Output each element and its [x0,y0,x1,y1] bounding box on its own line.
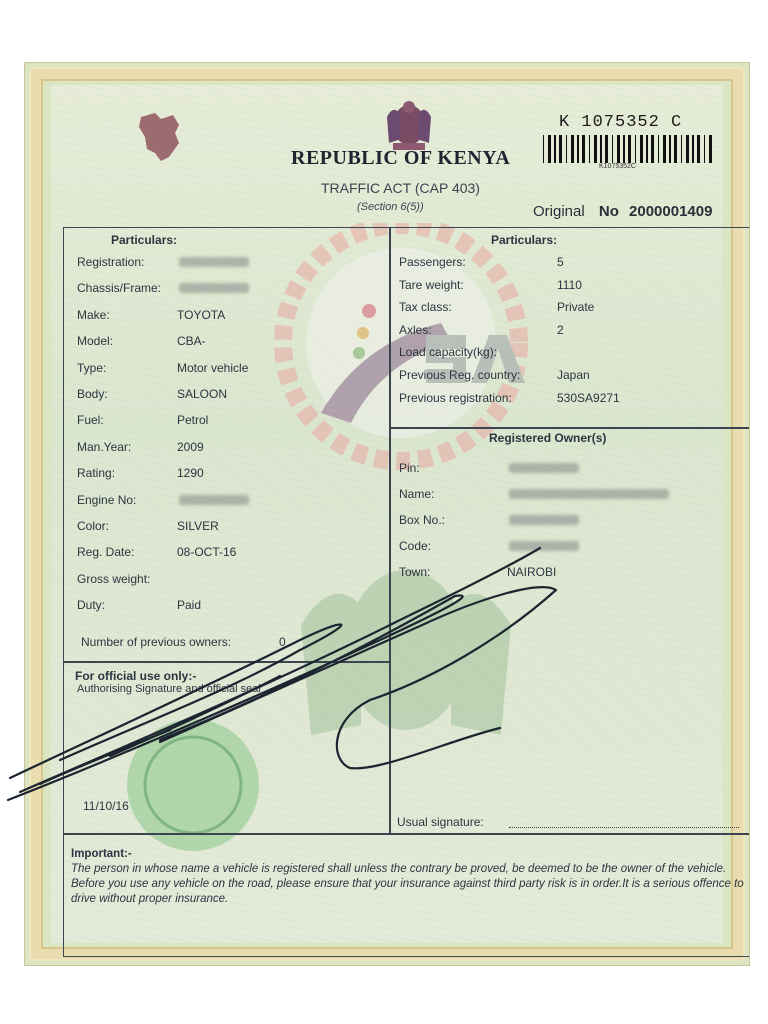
barcode-bar [686,135,689,163]
owner-field-label: Name: [399,487,435,501]
left-field-value: 2009 [177,439,204,454]
barcode-bar [628,135,631,163]
official-divider [63,661,391,663]
original-label: Original [533,203,585,220]
left-field-label: Reg. Date: [77,545,135,560]
left-field-value: Paid [177,598,202,613]
barcode-bar [594,135,597,163]
left-field-label: Duty: [77,598,106,613]
logbook-document [24,62,750,966]
right-field-label: Previous registration: [399,390,512,405]
owner-field-label: Town: [399,565,431,579]
important-notice [71,847,750,907]
column-divider [389,227,391,833]
original-number [533,203,712,220]
left-field-label: Fuel: [77,413,104,428]
right-field-label: Axles: [399,322,432,337]
barcode-bar [692,135,694,163]
barcode-bar [566,135,567,163]
redacted-value [509,541,579,551]
important-text: The person in whose name a vehicle is registered shall unless the contrary be proved, be deemed to be the owner of the vehicle. Before you use any vehicle on the road, please ensure that your insurance against third party risk is in order.It is a serious offence to drive without proper insurance. [71,863,744,905]
left-field-label: Gross weight: [77,571,151,586]
barcode-bar [543,135,544,163]
coat-of-arms-icon [379,95,439,153]
barcode-bar [646,135,648,163]
left-field-label: Chassis/Frame: [77,281,162,296]
right-field-value: 2 [557,322,564,337]
owner-divider [391,427,750,429]
left-field-value: Petrol [177,413,209,428]
section-label: (Section 6(5)) [357,201,424,213]
redacted-value [509,463,579,473]
kenya-map-icon [135,109,183,165]
left-field-value: CBA- [177,334,206,349]
left-field-label: Body: [77,387,108,401]
left-particulars-title: Particulars: [111,233,178,247]
redacted-value [179,495,249,505]
official-date: 11/10/16 [83,799,129,813]
owner-field-label: Pin: [399,461,420,475]
owner-field-label: Code: [399,539,432,553]
left-field-label: Model: [77,334,114,349]
country-title: REPUBLIC OF KENYA [291,147,511,169]
left-field-value: SILVER [177,519,219,533]
barcode-bar [681,135,682,163]
barcode-bar [704,135,705,163]
owner-field-label: Box No.: [399,513,446,527]
right-field-value: 1110 [557,277,582,292]
right-field-label: Load capacity(kg): [399,345,498,360]
left-field-label: Type: [77,360,107,375]
redacted-value [509,515,579,525]
barcode-bar [548,135,551,163]
right-field-label: Tare weight: [399,277,464,292]
left-field-value: SALOON [177,387,228,401]
document-body [51,85,744,943]
important-divider [63,833,750,835]
left-field-label: Engine No: [77,492,137,507]
usual-signature-line [509,827,739,828]
left-field-label: Registration: [77,255,145,269]
right-field-value: Japan [557,368,590,382]
barcode-bar [571,135,574,163]
barcode-bar [554,135,556,163]
previous-owners-label: Number of previous owners: [81,635,232,649]
barcode-bar [605,135,608,163]
official-title: For official use only:- [75,669,197,683]
right-field-value: 5 [557,255,564,269]
left-field-value: 1290 [177,466,204,481]
barcode-bar [640,135,643,163]
right-field-label: Previous Reg. country: [399,368,521,382]
right-field-value: 530SA9271 [557,390,620,405]
owner-title: Registered Owner(s) [489,431,607,445]
right-field-label: Passengers: [399,255,466,269]
official-line: Authorising Signature and official seal [77,683,261,695]
barcode-bar [600,135,602,163]
left-field-value: 08-OCT-16 [177,545,237,560]
redacted-value [179,283,249,293]
barcode-bar [582,135,585,163]
barcode-bar [559,135,562,163]
right-particulars-title: Particulars: [491,233,558,247]
redacted-value [179,257,249,267]
barcode-bar [635,135,636,163]
left-field-value: TOYOTA [177,307,226,322]
barcode-icon [543,135,713,163]
barcode-bar [674,135,677,163]
barcode-bar [577,135,579,163]
barcode-bar [669,135,671,163]
important-head: Important:- [71,848,132,860]
barcode-bar [589,135,590,163]
previous-owners-value: 0 [279,635,286,649]
barcode-bar [658,135,659,163]
act-title: TRAFFIC ACT (CAP 403) [321,180,480,196]
left-field-label: Man.Year: [77,439,132,454]
left-field-value: Motor vehicle [177,360,249,375]
barcode-bar [651,135,654,163]
no-value: 2000001409 [629,203,713,220]
serial-number: K 1075352 C [559,113,683,132]
barcode-bar [623,135,625,163]
left-field-label: Color: [77,519,110,533]
right-field-label: Tax class: [399,300,452,315]
no-label: No [598,203,619,220]
barcode-bar [612,135,613,163]
barcode-bar [709,135,712,163]
owner-field-value: NAIROBI [507,565,557,579]
right-field-value: Private [557,300,595,315]
left-field-label: Rating: [77,466,116,481]
usual-signature-label: Usual signature: [397,815,484,829]
barcode-bar [617,135,620,163]
left-field-label: Make: [77,307,110,322]
barcode-text: K1075352C [599,163,636,170]
barcode-bar [697,135,700,163]
redacted-value [509,489,669,499]
barcode-bar [663,135,666,163]
